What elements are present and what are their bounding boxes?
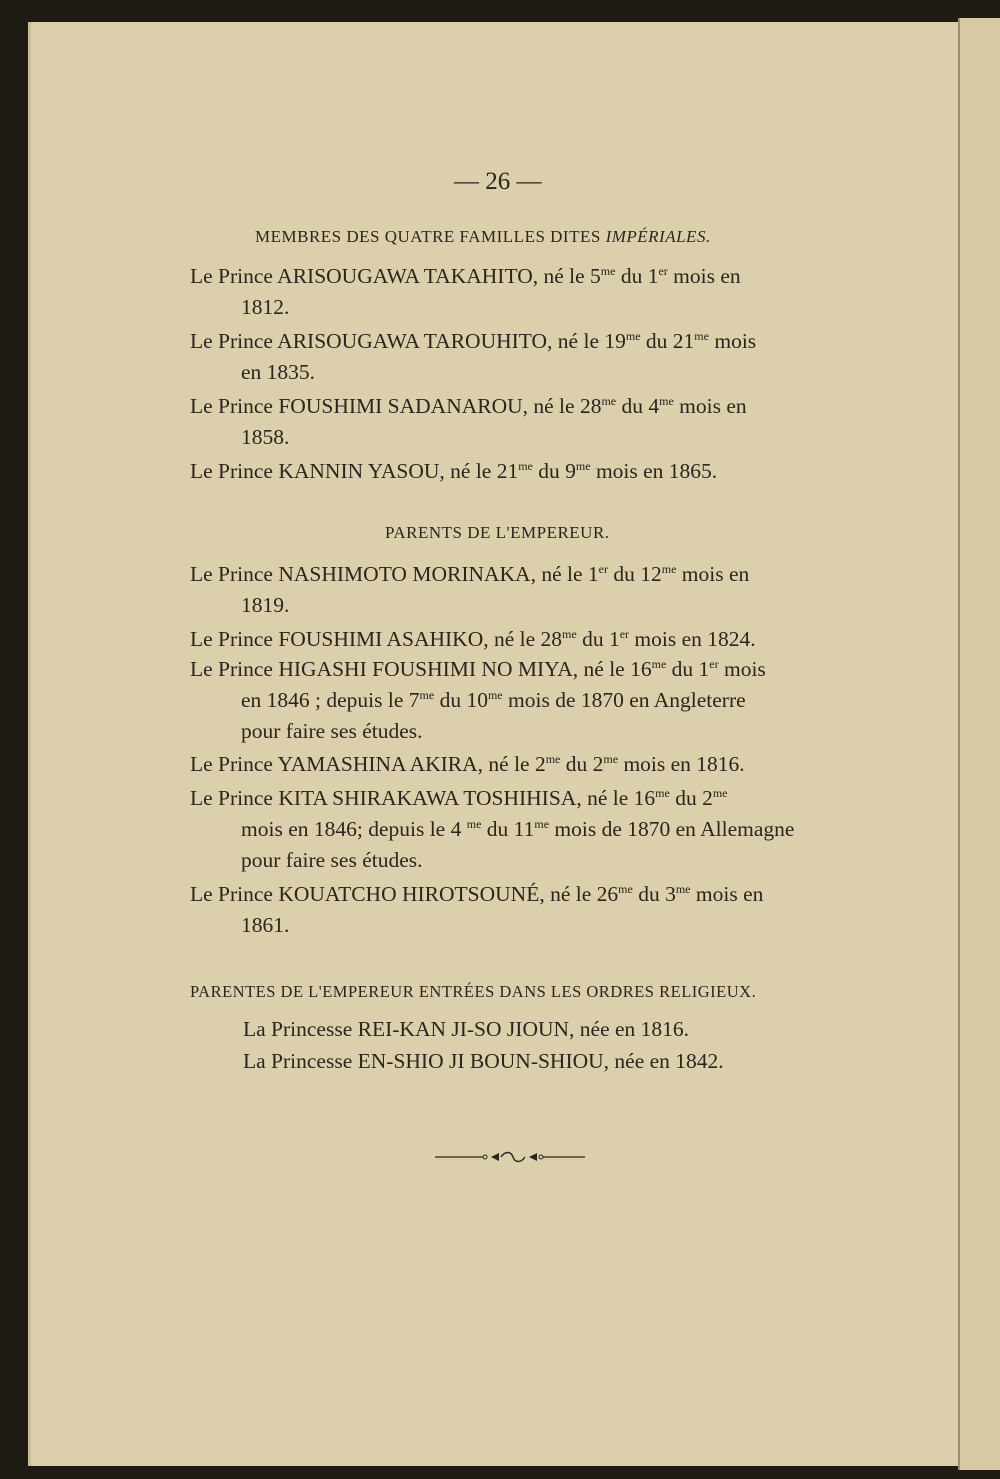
- entry-line: [241, 719, 423, 744]
- sup: me: [466, 816, 482, 831]
- text: mois en 1824.: [629, 627, 756, 651]
- entry-line: [241, 913, 289, 938]
- sup: me: [600, 263, 616, 278]
- text: Le Prince NASHIMOTO MORINAKA, né le 1: [190, 562, 599, 586]
- entry-line: [190, 264, 741, 289]
- text: mois en 1816.: [618, 752, 745, 776]
- entry-line: [190, 786, 727, 811]
- text: Le Prince ARISOUGAWA TAROUHITO, né le 19: [190, 329, 626, 353]
- text: 1861.: [241, 913, 290, 937]
- sup: me: [694, 328, 709, 343]
- text: en 1835.: [241, 360, 316, 384]
- text: du 21: [640, 329, 695, 353]
- text: Le Prince YAMASHINA AKIRA, né le 2: [190, 752, 546, 776]
- section-heading-imperial-families: [255, 227, 711, 247]
- text: pour faire ses études.: [241, 848, 423, 872]
- sup: me: [575, 458, 591, 473]
- text: mois en: [690, 882, 764, 906]
- text: du 1: [666, 657, 710, 681]
- entry-line: [241, 848, 423, 873]
- entry-line: [190, 329, 756, 354]
- text: 1858.: [241, 425, 290, 449]
- text: 1812.: [241, 295, 290, 319]
- text: mois de 1870 en Allemagne: [549, 817, 795, 841]
- text: Le Prince KOUATCHO HIROTSOUNÉ, né le 26: [190, 882, 619, 906]
- entry-line: [190, 627, 756, 652]
- text: du 11: [481, 817, 535, 841]
- text: du 10: [434, 688, 488, 712]
- sup: me: [603, 751, 619, 766]
- entry-line: [190, 459, 717, 484]
- sup: me: [419, 687, 435, 702]
- entry-line: [241, 593, 289, 618]
- entry-line: [241, 688, 746, 713]
- text: du 3: [632, 882, 676, 906]
- text: mois de 1870 en Angleterre: [502, 688, 746, 712]
- section-heading-parents: PARENTS DE L'EMPEREUR.: [385, 523, 610, 542]
- sup: me: [661, 561, 677, 576]
- sup: me: [675, 881, 691, 896]
- sup: me: [518, 458, 533, 473]
- sup: me: [487, 687, 503, 702]
- sup: me: [618, 881, 633, 896]
- entry-line: [190, 394, 747, 419]
- sup: me: [712, 785, 728, 800]
- sup: me: [545, 751, 561, 766]
- page-number: — 26 —: [454, 168, 542, 195]
- text: du 4: [616, 394, 660, 418]
- entry-line: [243, 1017, 689, 1042]
- entry-line: [241, 295, 289, 320]
- text: mois en: [676, 562, 750, 586]
- text: du 9: [532, 459, 576, 483]
- entry-line: [241, 817, 794, 842]
- entry-line: [190, 752, 745, 777]
- text: Le Prince FOUSHIMI SADANAROU, né le 28: [190, 394, 602, 418]
- text: Le Prince ARISOUGAWA TAKAHITO, né le 5: [190, 264, 601, 288]
- text: mois en: [667, 264, 741, 288]
- entry-line: [241, 425, 289, 450]
- entry-line: [190, 657, 766, 682]
- entry-line: [190, 562, 749, 587]
- text: mois en: [673, 394, 747, 418]
- entry-line: [241, 360, 315, 385]
- text: pour faire ses études.: [241, 719, 423, 743]
- section-heading-religious-orders: PARENTES DE L'EMPEREUR ENTRÉES DANS LES ORDRES RELIGIEUX.: [190, 982, 757, 1001]
- text: du 12: [607, 562, 662, 586]
- sup: me: [562, 626, 577, 641]
- text: Le Prince KITA SHIRAKAWA TOSHIHISA, né le 16: [190, 786, 656, 810]
- text: du 1: [615, 264, 659, 288]
- sup: me: [601, 393, 617, 408]
- text: du 1: [576, 627, 620, 651]
- text: mois en 1865.: [590, 459, 718, 483]
- sup: er: [658, 263, 668, 278]
- entry-line: [190, 882, 763, 907]
- heading-text: MEMBRES DES QUATRE FAMILLES DITES: [255, 227, 606, 246]
- next-page-edge: [958, 18, 1000, 1470]
- text: La Princesse EN-SHIO JI BOUN-SHIOU, née en 1842.: [243, 1049, 724, 1073]
- text: Le Prince FOUSHIMI ASAHIKO, né le 28: [190, 627, 563, 651]
- ornament-divider: [435, 1148, 585, 1166]
- sup: er: [619, 626, 630, 641]
- heading-italic: IMPÉRIALES.: [605, 227, 711, 246]
- sup: me: [655, 785, 670, 800]
- text: du 2: [669, 786, 713, 810]
- text: en 1846 ; depuis le 7: [241, 688, 420, 712]
- entry-line: [243, 1049, 724, 1074]
- text: mois: [708, 329, 757, 353]
- text: mois en 1846; depuis le 4: [241, 817, 467, 841]
- text: Le Prince HIGASHI FOUSHIMI NO MIYA, né le 16: [190, 657, 652, 681]
- sup: me: [659, 393, 674, 408]
- text: 1819.: [241, 593, 290, 617]
- text: mois: [718, 657, 766, 681]
- sup: me: [651, 656, 667, 671]
- sup: er: [709, 656, 719, 671]
- text: du 2: [560, 752, 604, 776]
- text: Le Prince KANNIN YASOU, né le 21: [190, 459, 519, 483]
- sup: er: [598, 561, 608, 576]
- text: La Princesse REI-KAN JI-SO JIOUN, née en 1816.: [243, 1017, 690, 1041]
- sup: me: [534, 816, 550, 831]
- sup: me: [625, 328, 641, 343]
